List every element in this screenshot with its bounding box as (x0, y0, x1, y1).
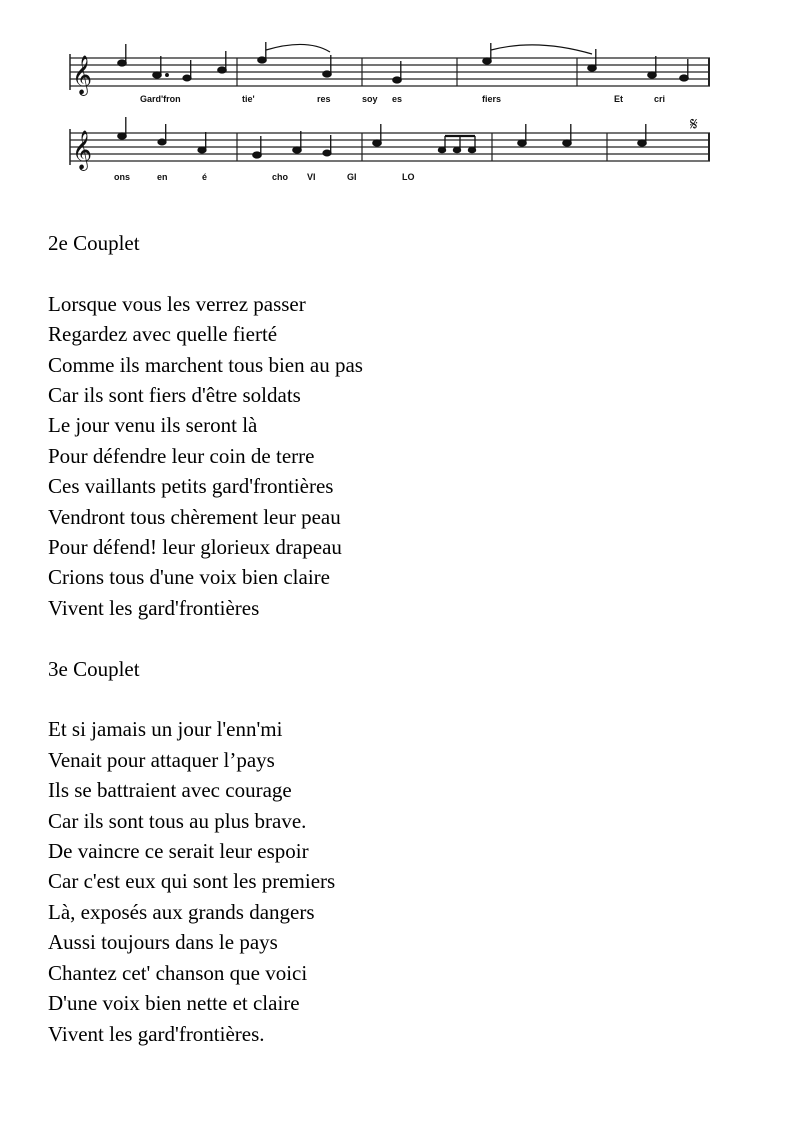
lyric-syllable: fiers (482, 94, 502, 104)
lyric-syllable: cho (272, 172, 289, 182)
lyric-syllable: Et (614, 94, 623, 104)
music-staff-1 (70, 54, 710, 90)
lyric-syllable: cri (654, 94, 666, 104)
music-notes-staff-1 (118, 42, 688, 83)
verse-2-line: Pour défend! leur glorieux drapeau (48, 535, 342, 560)
verse-2-line: Regardez avec quelle fierté (48, 322, 278, 347)
verse-3-line: De vaincre ce serait leur espoir (48, 839, 309, 864)
lyric-syllable: LO (402, 172, 415, 182)
verse-2-line: Comme ils marchent tous bien au pas (48, 352, 363, 377)
sheet-music-excerpt (62, 40, 722, 220)
verse-2-line: Le jour venu ils seront là (48, 413, 258, 438)
verse-2-line: Car ils sont fiers d'être soldats (48, 383, 301, 408)
lyric-syllable: es (392, 94, 403, 104)
lyric-syllable: GI (347, 172, 357, 182)
verse-2-line: Lorsque vous les verrez passer (48, 291, 306, 316)
lyric-syllable: ons (114, 172, 131, 182)
verse-2-line: Vendront tous chèrement leur peau (48, 504, 341, 529)
music-notes-staff-2 (118, 117, 646, 158)
verse-3-line: Car c'est eux qui sont les premiers (48, 869, 336, 894)
lyric-syllable: é (202, 172, 208, 182)
verse-3-line: D'une voix bien nette et claire (48, 991, 300, 1016)
lyric-syllable: soy (362, 94, 378, 104)
lyric-syllable: Gard'fron (140, 94, 181, 104)
verse-3-line: Car ils sont tous au plus brave. (48, 808, 307, 833)
verse-3-line: Là, exposés aux grands dangers (48, 899, 315, 924)
lyrics-staff-2 (114, 172, 415, 182)
treble-clef-icon: 𝄞 (72, 55, 93, 95)
segno-icon: 𝄋 (690, 114, 698, 135)
verse-3-line: Chantez cet' chanson que voici (48, 960, 308, 985)
verse-2-line: Crions tous d'une voix bien claire (48, 565, 330, 590)
verse-3-line: Et si jamais un jour l'enn'mi (48, 717, 283, 742)
verse-2-line: Vivent les gard'frontières (48, 595, 260, 620)
verse-2-line: Pour défendre leur coin de terre (48, 443, 315, 468)
verse-3-line: Venait pour attaquer l’pays (48, 747, 275, 772)
lyrics-staff-1 (140, 94, 665, 104)
lyrics-text (48, 228, 748, 1049)
verse-2-line: Ces vaillants petits gard'frontières (48, 474, 334, 499)
verse-3-line: Aussi toujours dans le pays (48, 930, 278, 955)
verse-3-line: Ils se battraient avec courage (48, 778, 292, 803)
lyric-syllable: en (157, 172, 168, 182)
treble-clef-icon: 𝄞 (72, 130, 93, 170)
lyric-syllable: tie' (242, 94, 255, 104)
verse-2-title: 2e Couplet (48, 231, 140, 255)
verse-3-title: 3e Couplet (48, 656, 140, 681)
verse-3-line: Vivent les gard'frontières. (48, 1021, 265, 1046)
lyric-syllable: VI (307, 172, 316, 182)
slurs-staff-1 (266, 44, 592, 54)
lyric-syllable: res (317, 94, 331, 104)
